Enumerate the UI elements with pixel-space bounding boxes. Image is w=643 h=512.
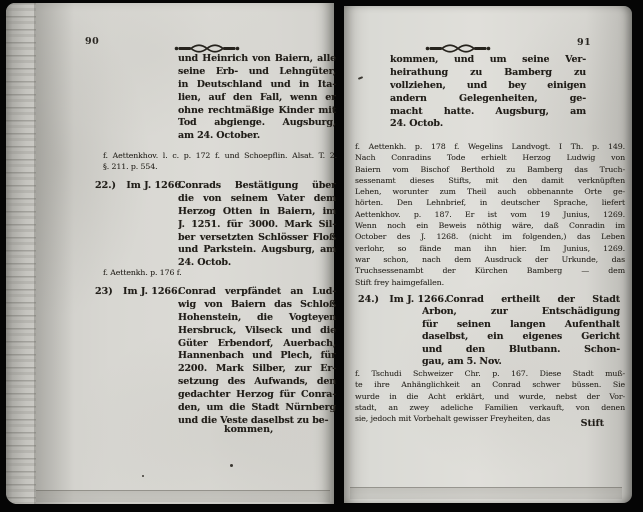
- entry-number-label: 22.): [95, 180, 117, 191]
- left-page: [6, 3, 337, 504]
- bottom-crease: [36, 490, 330, 502]
- footnote: f. Aettenkh. p. 178 f. Wegelins Landvogt. I Th. p. 149. Nach Conradins Tode erhielt Herzog Ludwig von Baiern vom Bischof Berthold zu Bamberg das Truch- sessenamt dieses Stifts, mit den damit verknüpften Lehen, worunter zum Theil auch obbenannte Orte ge- hörten. Den Lehnbrief, in deutscher Sprache, liefert Aettenkhov. p. 187. Er ist vom 19 Junius, 1269. Wenn noch ein Beweis nöthig wäre, daß Conradin im October des J. 1268. (nicht im folgenden,) das Leben verlohr, so fände man ihn hier. Im Junius, 1269. war schon, nach dem Ausdruck der Urkunde, das Truchsessenambt der Kürchen Bamberg — dem Stift frey haimgefallen.: [355, 142, 625, 287]
- entry-heading: [95, 286, 181, 297]
- footnote: f. Aettenkh. p. 176 f.: [103, 268, 182, 277]
- catchword: Stift: [580, 418, 604, 429]
- page-number-left: 90: [85, 36, 100, 47]
- footnote: f. Aettenkhov. l. c. p. 172 f. und Schoepflin. Alsat. T. 2. §. 211. p. 554.: [103, 151, 337, 172]
- ink-speck: [358, 76, 363, 80]
- entry-date-label: Im J. 1266.: [126, 180, 185, 191]
- entry-22: [6, 180, 336, 271]
- continuation-paragraph: kommen, und um seine Ver- heirathung zu Bamberg zu vollziehen, und bey einigen andern Gelegenheiten, ge- macht hatte. Augsburg, am 24. Octob.: [390, 54, 586, 130]
- entry-date-label: Im J. 1266.: [123, 286, 181, 297]
- entry-23: [6, 286, 336, 429]
- entry-body: Conrad verpfändet an Lud- wig von Baiern das Schloß Hohenstein, die Vogteyen Hersbruck, Vilseck und die Güter Erbendorf, Auerbach, Hannenbach und Plech, für 2200. Mark Silber, zur Er- setzung des Aufwands, den gedachter Herzog für Conra- den, um die Stadt Nürnberg und die Veste daselbst zu be-: [178, 286, 336, 426]
- entry-heading: [95, 180, 184, 191]
- entry-number-label: 23): [95, 286, 113, 297]
- catchword: kommen,: [224, 424, 274, 435]
- entry-body: Conrads Bestätigung über die von seinem Vater dem Herzog Otten in Baiern, im J. 1251. für 3000. Mark Sil- ber versetzten Schlösser Floß und Parkstein. Augsburg, am 24. Octob.: [178, 180, 336, 269]
- right-page: [344, 6, 632, 503]
- ink-speck: [142, 475, 144, 477]
- ink-speck: [230, 464, 233, 467]
- bottom-crease: [350, 487, 622, 499]
- footnote: f. Tschudi Schweizer Chr. p. 167. Diese Stadt muß- te ihre Anhänglichkeit an Conrad schwer büssen. Sie wurde in die Acht erklärt, und wurde, nebst der Vor- stadt, an zwey adeliche Familien verkauft, von denen sie, jedoch mit Vorbehalt gewisser Freyheiten, das: [355, 369, 625, 424]
- continuation-paragraph: und Heinrich von Baiern, alle seine Erb- und Lehngüter, in Deutschland und in Ita- lien, auf den Fall, wenn er ohne rechtmäßige Kinder mit Tod abgienge. Augsburg, am 24. October.: [178, 53, 336, 142]
- entry-24: [344, 294, 630, 370]
- page-number-right: 91: [577, 37, 592, 48]
- entry-body: Conrad ertheilt der Stadt Arbon, zur Entschädigung für seinen langen Aufenthalt daselbst, ein eigenes Gericht und den Blutbann. Schon- gau, am 5. Nov.: [422, 294, 620, 367]
- entry-date-label: Im J. 1266.: [389, 294, 448, 305]
- entry-number-label: 24.): [358, 294, 380, 305]
